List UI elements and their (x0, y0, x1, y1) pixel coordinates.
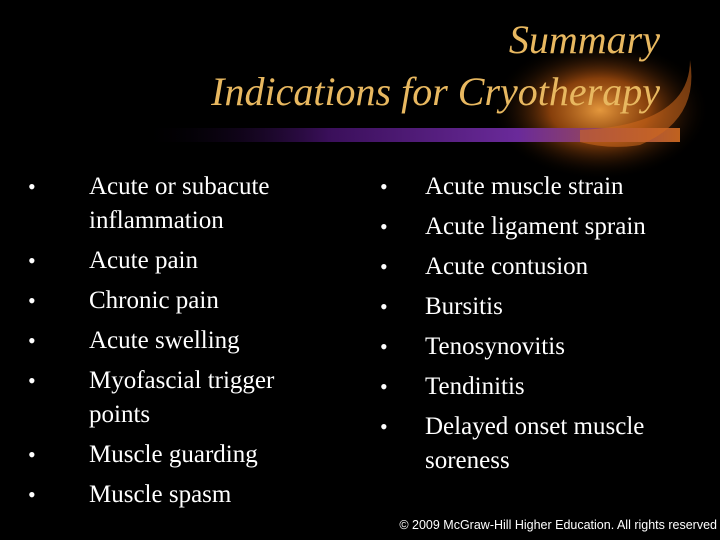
bullet-icon: • (28, 288, 36, 313)
copyright-footer: © 2009 McGraw-Hill Higher Education. All rights reserved (399, 518, 717, 532)
right-item-label: Tenosynovitis (425, 333, 565, 360)
right-item (380, 170, 700, 204)
title-line-1: Summary (508, 17, 660, 62)
bullet-icon: • (28, 328, 36, 353)
left-item (28, 324, 318, 358)
right-bullet-column (380, 170, 700, 484)
left-item-label: Muscle guarding (89, 441, 258, 468)
left-item (28, 244, 318, 278)
right-item-label: Acute contusion (425, 253, 589, 280)
bullet-icon: • (380, 374, 388, 399)
bullet-icon: • (28, 482, 36, 507)
right-bullet-list (380, 170, 700, 478)
left-item (28, 170, 318, 238)
left-item-label: Myofascial trigger points (89, 367, 275, 428)
right-item (380, 210, 700, 244)
bullet-icon: • (380, 334, 388, 359)
bullet-icon: • (28, 174, 36, 199)
bullet-icon: • (380, 214, 388, 239)
left-item (28, 438, 318, 472)
left-item (28, 364, 318, 432)
bullet-icon: • (28, 248, 36, 273)
left-item-label: Acute pain (89, 247, 198, 274)
right-item-label: Acute muscle strain (425, 173, 624, 200)
left-item (28, 478, 318, 512)
bullet-icon: • (380, 294, 388, 319)
slide-title (211, 14, 660, 118)
right-item-label: Delayed onset muscle soreness (425, 413, 645, 474)
bullet-icon: • (28, 442, 36, 467)
right-item (380, 290, 700, 324)
left-item-label: Chronic pain (89, 287, 219, 314)
right-item (380, 250, 700, 284)
right-item-label: Bursitis (425, 293, 503, 320)
left-bullet-list (28, 170, 318, 512)
bullet-icon: • (380, 174, 388, 199)
left-item-label: Acute or subacute inflammation (89, 173, 270, 234)
bullet-icon: • (28, 368, 36, 393)
right-item-label: Acute ligament sprain (425, 213, 646, 240)
right-item (380, 370, 700, 404)
right-item-label: Tendinitis (425, 373, 525, 400)
left-item-label: Muscle spasm (89, 481, 232, 508)
right-item (380, 330, 700, 364)
bullet-icon: • (380, 414, 388, 439)
left-bullet-column (28, 170, 318, 518)
bullet-icon: • (380, 254, 388, 279)
right-item (380, 410, 700, 478)
left-item (28, 284, 318, 318)
left-item-label: Acute swelling (89, 327, 240, 354)
title-line-2: Indications for Cryotherapy (211, 69, 660, 114)
